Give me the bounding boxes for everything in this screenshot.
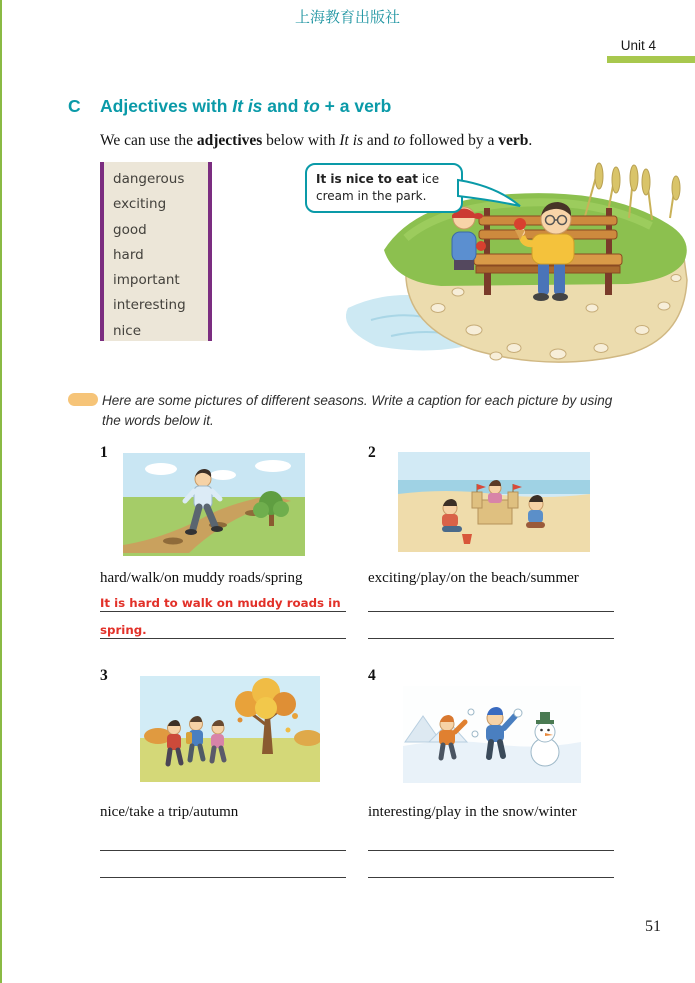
unit-label: Unit 4	[620, 38, 656, 53]
winter-picture	[403, 686, 581, 783]
instruction-row	[68, 391, 616, 430]
exercise-2-answer-line-2[interactable]	[368, 622, 614, 639]
speech-bubble-bold-text: It is nice to eat	[316, 172, 419, 186]
instruction-marker	[68, 393, 98, 406]
adjective-box	[100, 162, 212, 341]
unit-underline-bar	[607, 56, 695, 63]
heading-text-3: + a verb	[319, 96, 392, 116]
speech-bubble-tail	[456, 176, 526, 212]
intro-sentence	[100, 132, 665, 150]
exercise-2-answer-line-1[interactable]	[368, 595, 614, 612]
exercise-2-prompt: exciting/play/on the beach/summer	[368, 570, 579, 586]
publisher-name: 上海教育出版社	[294, 8, 400, 26]
adjective-item: exciting	[113, 196, 167, 213]
exercise-4-number: 4	[368, 667, 376, 684]
section-heading	[68, 96, 391, 117]
section-letter: C	[68, 96, 81, 116]
adjective-item: good	[113, 221, 147, 238]
adjective-item: dangerous	[113, 171, 185, 187]
autumn-picture	[140, 676, 320, 782]
exercise-1-prompt: hard/walk/on muddy roads/spring	[100, 570, 303, 586]
speech-bubble	[305, 163, 463, 213]
adjective-box-right-bar	[208, 162, 212, 341]
handwritten-answer: spring.	[100, 623, 147, 637]
instruction-text: Here are some pictures of different seasons. Write a caption for each picture by using the words below it.	[102, 393, 613, 428]
intro-text-5: .	[528, 132, 533, 149]
adjective-item: interesting	[113, 297, 186, 314]
handwritten-answer: It is hard to walk on muddy roads in	[100, 596, 341, 610]
intro-bold-1: adjectives	[196, 132, 263, 149]
adjective-item: hard	[113, 246, 144, 263]
exercise-1-answer-line-2[interactable]	[100, 622, 346, 639]
exercise-4-prompt: interesting/play in the snow/winter	[368, 804, 577, 820]
adjective-item: nice	[113, 322, 142, 339]
intro-text-1: We can use the	[100, 132, 197, 149]
intro-text-3: and	[363, 132, 394, 149]
page-edge-line	[0, 0, 2, 983]
speech-bubble-text: ice cream in the park.	[316, 172, 440, 203]
adjective-box-left-bar	[100, 162, 104, 341]
heading-text-2: and	[262, 96, 304, 116]
exercise-4-answer-line-1[interactable]	[368, 834, 614, 851]
heading-italic-2: to	[303, 96, 320, 116]
exercise-3-answer-line-1[interactable]	[100, 834, 346, 851]
intro-bold-2: verb	[498, 132, 529, 149]
beach-picture	[398, 452, 590, 552]
heading-text-1: Adjectives with	[100, 96, 233, 116]
spring-picture	[123, 453, 305, 556]
exercise-3-prompt: nice/take a trip/autumn	[100, 804, 239, 820]
exercise-1-number: 1	[100, 444, 108, 461]
intro-italic-2: to	[393, 132, 406, 149]
intro-italic-1: It is	[339, 132, 364, 149]
intro-text-2: below with	[262, 132, 340, 149]
page-number: 51	[645, 918, 661, 935]
exercise-3-number: 3	[100, 667, 108, 684]
exercise-1-answer-line-1[interactable]	[100, 595, 346, 612]
ice-cream-scoop	[514, 218, 526, 230]
intro-text-4: followed by a	[405, 132, 499, 149]
exercise-2-number: 2	[368, 444, 376, 461]
exercise-4-answer-line-2[interactable]	[368, 861, 614, 878]
adjective-item: important	[113, 272, 180, 289]
heading-italic-1: It is	[232, 96, 263, 116]
exercise-3-answer-line-2[interactable]	[100, 861, 346, 878]
adjective-list	[113, 167, 186, 344]
